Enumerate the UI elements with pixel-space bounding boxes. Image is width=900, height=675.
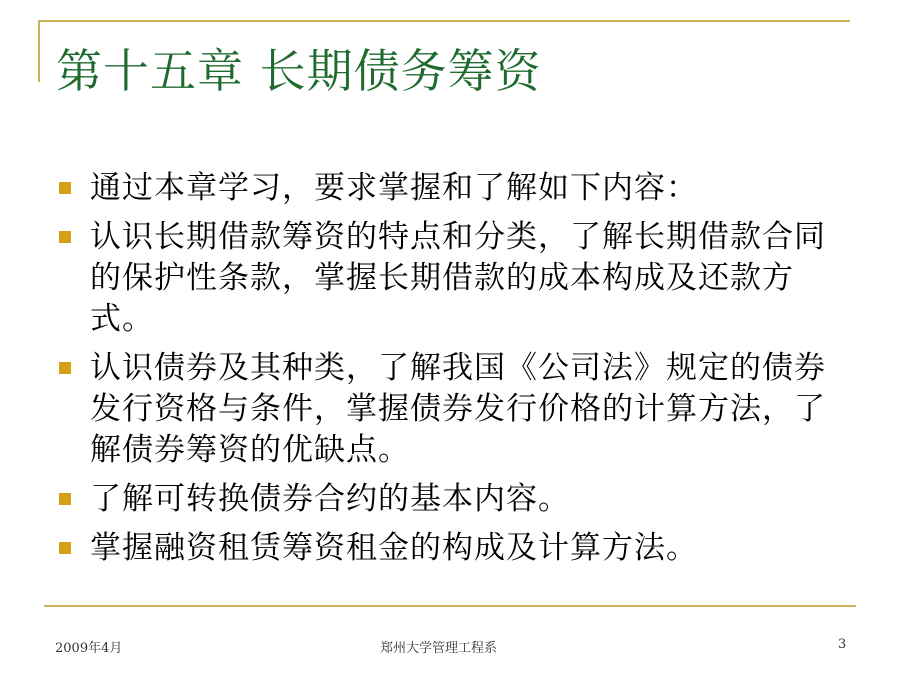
bullet-item xyxy=(55,217,855,340)
footer-organization: 郑州大学管理工程系 xyxy=(380,641,498,656)
top-divider-line xyxy=(38,20,850,22)
square-bullet-icon xyxy=(59,493,71,505)
bullet-item xyxy=(55,479,855,520)
square-bullet-icon xyxy=(59,182,71,194)
page-number: 3 xyxy=(838,637,847,652)
square-bullet-icon xyxy=(59,542,71,554)
bottom-divider-line xyxy=(44,605,856,607)
bullet-item xyxy=(55,168,855,209)
bullet-text: 认识长期借款筹资的特点和分类，了解长期借款合同的保护性条款，掌握长期借款的成本构成及还款方式。 xyxy=(90,219,826,337)
bullet-text: 通过本章学习，要求掌握和了解如下内容： xyxy=(90,170,698,206)
bullet-item xyxy=(55,348,855,471)
bullet-text: 掌握融资租赁筹资租金的构成及计算方法。 xyxy=(90,530,698,566)
bullet-list xyxy=(55,168,855,577)
bullet-text: 认识债券及其种类，了解我国《公司法》规定的债券发行资格与条件，掌握债券发行价格的计算方法，了解债券筹资的优缺点。 xyxy=(90,350,826,468)
left-accent-line xyxy=(38,20,40,82)
slide-title: 第十五章 长期债务筹资 xyxy=(56,44,542,98)
square-bullet-icon xyxy=(59,362,71,374)
bullet-item xyxy=(55,528,855,569)
bullet-text: 了解可转换债券合约的基本内容。 xyxy=(90,481,570,517)
footer-date: 2009年4月 xyxy=(55,641,123,656)
square-bullet-icon xyxy=(59,231,71,243)
